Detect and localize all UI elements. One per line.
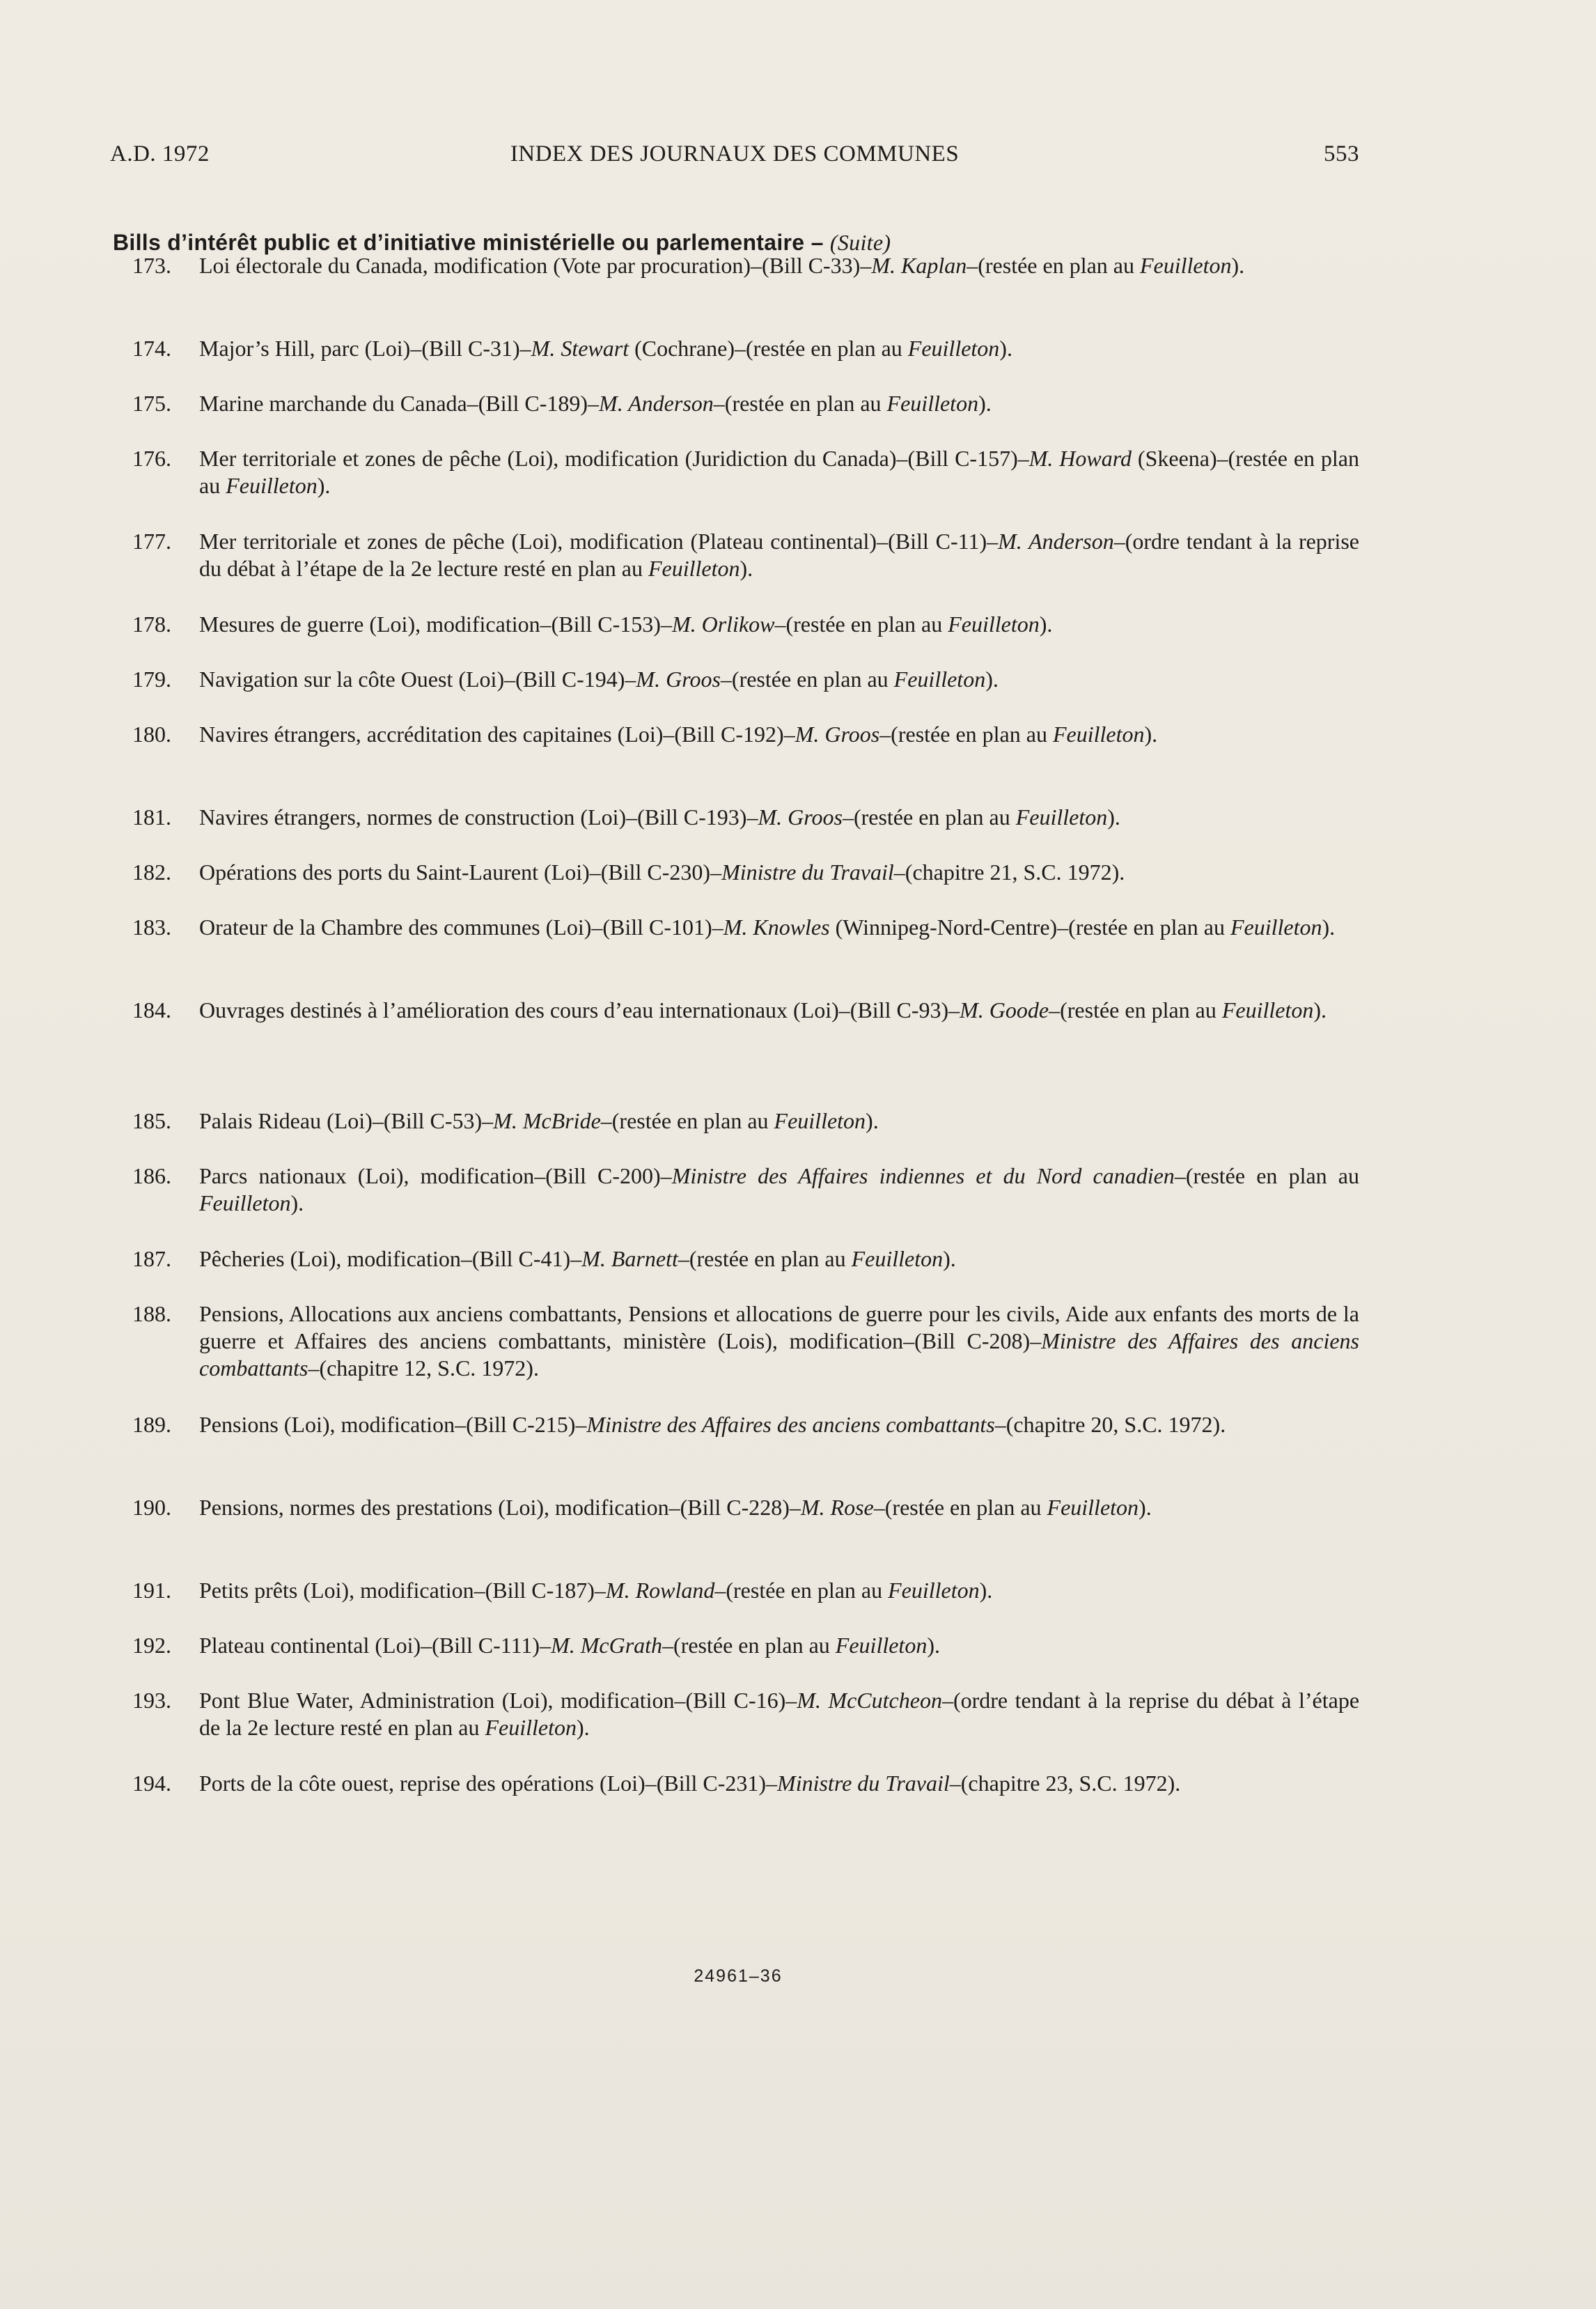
bill-entry-number: 173. [132, 253, 171, 278]
bill-entry-number: 187. [132, 1246, 171, 1271]
page-number: 553 [1324, 141, 1359, 166]
bill-entry-text: Navigation sur la côte Ouest (Loi)–(Bill C-194)–M. Groos–(restée en plan au Feuilleton). [199, 667, 999, 692]
running-header [110, 141, 1359, 175]
bill-entry [132, 914, 1359, 941]
printer-code: 24961–36 [694, 1966, 783, 1986]
bill-entry [132, 1632, 1359, 1659]
bill-entry-text: Ports de la côte ouest, reprise des opérations (Loi)–(Bill C-231)–Ministre du Travail–(chapitre 23, S.C. 1972). [199, 1771, 1181, 1796]
bill-entry-text: Pensions, normes des prestations (Loi), modification–(Bill C-228)–M. Rose–(restée en plan au Feuilleton). [199, 1495, 1152, 1520]
bill-entry [132, 1577, 1359, 1604]
bill-entry [132, 1107, 1359, 1135]
bill-entry-text: Major’s Hill, parc (Loi)–(Bill C-31)–M. Stewart (Cochrane)–(restée en plan au Feuilleton). [199, 336, 1012, 361]
section-title: Bills d’intérêt public et d’initiative ministérielle ou parlementaire – [113, 230, 824, 255]
bill-entry-number: 180. [132, 722, 171, 747]
bill-entry-number: 183. [132, 915, 171, 940]
header-year: A.D. 1972 [110, 141, 210, 166]
bill-entry-number: 177. [132, 529, 171, 554]
bill-entry-number: 186. [132, 1163, 171, 1188]
bill-entry-text: Parcs nationaux (Loi), modification–(Bill C-200)–Ministre des Affaires indiennes et du Nord canadien–(restée en plan au Feuilleton). [199, 1163, 1360, 1215]
bill-entry [132, 1770, 1359, 1797]
bill-entry [132, 1300, 1359, 1382]
bill-entry-number: 174. [132, 336, 171, 361]
bill-entry [132, 1411, 1359, 1438]
bill-entry-number: 176. [132, 446, 171, 471]
section-suite: (Suite) [829, 230, 891, 255]
bill-entry-text: Pêcheries (Loi), modification–(Bill C-41)–M. Barnett–(restée en plan au Feuilleton). [199, 1246, 956, 1271]
bill-entry-number: 181. [132, 804, 171, 830]
bill-entry-text: Mesures de guerre (Loi), modification–(Bill C-153)–M. Orlikow–(restée en plan au Feuilleton). [199, 612, 1053, 637]
bill-entry [132, 445, 1359, 499]
bill-entry [132, 721, 1359, 748]
bill-entry-number: 190. [132, 1495, 171, 1520]
bill-entry-number: 192. [132, 1633, 171, 1658]
bill-entry-text: Opérations des ports du Saint-Laurent (Loi)–(Bill C-230)–Ministre du Travail–(chapitre 21, S.C. 1972). [199, 860, 1125, 885]
bill-entry-text: Orateur de la Chambre des communes (Loi)–(Bill C-101)–M. Knowles (Winnipeg-Nord-Centre)–(restée en plan au Feuilleton). [199, 915, 1336, 940]
bill-entry [132, 252, 1359, 279]
bill-entry [132, 1494, 1359, 1521]
bill-entry-text: Plateau continental (Loi)–(Bill C-111)–M. McGrath–(restée en plan au Feuilleton). [199, 1633, 940, 1658]
bill-entry-number: 175. [132, 391, 171, 416]
bill-entry-number: 185. [132, 1108, 171, 1133]
bill-entry [132, 1687, 1359, 1741]
bill-entry [132, 997, 1359, 1024]
bill-entry-text: Pensions, Allocations aux anciens combattants, Pensions et allocations de guerre pour les civils, Aide aux enfants des morts de la guerre et Affaires des anciens combattants, ministère (Lois), modification–(Bill C-208)–Ministre des Affaires des anciens combattants–(chapitre 12, S.C. 1972). [199, 1301, 1360, 1381]
bill-entry-number: 194. [132, 1771, 171, 1796]
bill-entry-number: 182. [132, 860, 171, 885]
bill-entry-number: 189. [132, 1412, 171, 1437]
bill-entry-text: Palais Rideau (Loi)–(Bill C-53)–M. McBride–(restée en plan au Feuilleton). [199, 1108, 879, 1133]
bill-entry [132, 1163, 1359, 1217]
bill-entry-text: Petits prêts (Loi), modification–(Bill C-187)–M. Rowland–(restée en plan au Feuilleton). [199, 1578, 993, 1603]
bill-entry [132, 335, 1359, 362]
bill-entry-text: Navires étrangers, accréditation des capitaines (Loi)–(Bill C-192)–M. Groos–(restée en plan au Feuilleton). [199, 722, 1158, 747]
bill-entry [132, 804, 1359, 831]
bill-entry-number: 193. [132, 1688, 171, 1713]
bill-entry-text: Pensions (Loi), modification–(Bill C-215)–Ministre des Affaires des anciens combattants–(chapitre 20, S.C. 1972). [199, 1412, 1226, 1437]
bill-entry [132, 611, 1359, 638]
bill-entry [132, 390, 1359, 417]
bill-entry-number: 188. [132, 1301, 171, 1326]
bill-entry-text: Mer territoriale et zones de pêche (Loi), modification (Juridiction du Canada)–(Bill C-157)–M. Howard (Skeena)–(restée en plan au Feuilleton). [199, 446, 1360, 498]
header-title: INDEX DES JOURNAUX DES COMMUNES [510, 141, 960, 166]
bill-entry-text: Marine marchande du Canada–(Bill C-189)–M. Anderson–(restée en plan au Feuilleton). [199, 391, 992, 416]
bill-entry-text: Loi électorale du Canada, modification (Vote par procuration)–(Bill C-33)–M. Kaplan–(restée en plan au Feuilleton). [199, 253, 1245, 278]
bill-entry-text: Pont Blue Water, Administration (Loi), modification–(Bill C-16)–M. McCutcheon–(ordre tendant à la reprise du débat à l’étape de la 2e lecture resté en plan au Feuilleton). [199, 1688, 1360, 1740]
bill-entry-text: Mer territoriale et zones de pêche (Loi), modification (Plateau continental)–(Bill C-11)–M. Anderson–(ordre tendant à la reprise du débat à l’étape de la 2e lecture resté en plan au Feuilleton). [199, 529, 1359, 581]
bill-entry-number: 184. [132, 997, 171, 1023]
bill-entry [132, 1245, 1359, 1273]
bill-entry [132, 666, 1359, 693]
bill-entry-number: 178. [132, 612, 171, 637]
bill-entry-number: 191. [132, 1578, 171, 1603]
bill-entry [132, 528, 1359, 582]
bill-entry-text: Ouvrages destinés à l’amélioration des cours d’eau internationaux (Loi)–(Bill C-93)–M. Goode–(restée en plan au Feuilleton). [199, 997, 1327, 1023]
bill-entry-number: 179. [132, 667, 171, 692]
bill-entry [132, 859, 1359, 886]
bill-entry-text: Navires étrangers, normes de construction (Loi)–(Bill C-193)–M. Groos–(restée en plan au Feuilleton). [199, 804, 1120, 830]
